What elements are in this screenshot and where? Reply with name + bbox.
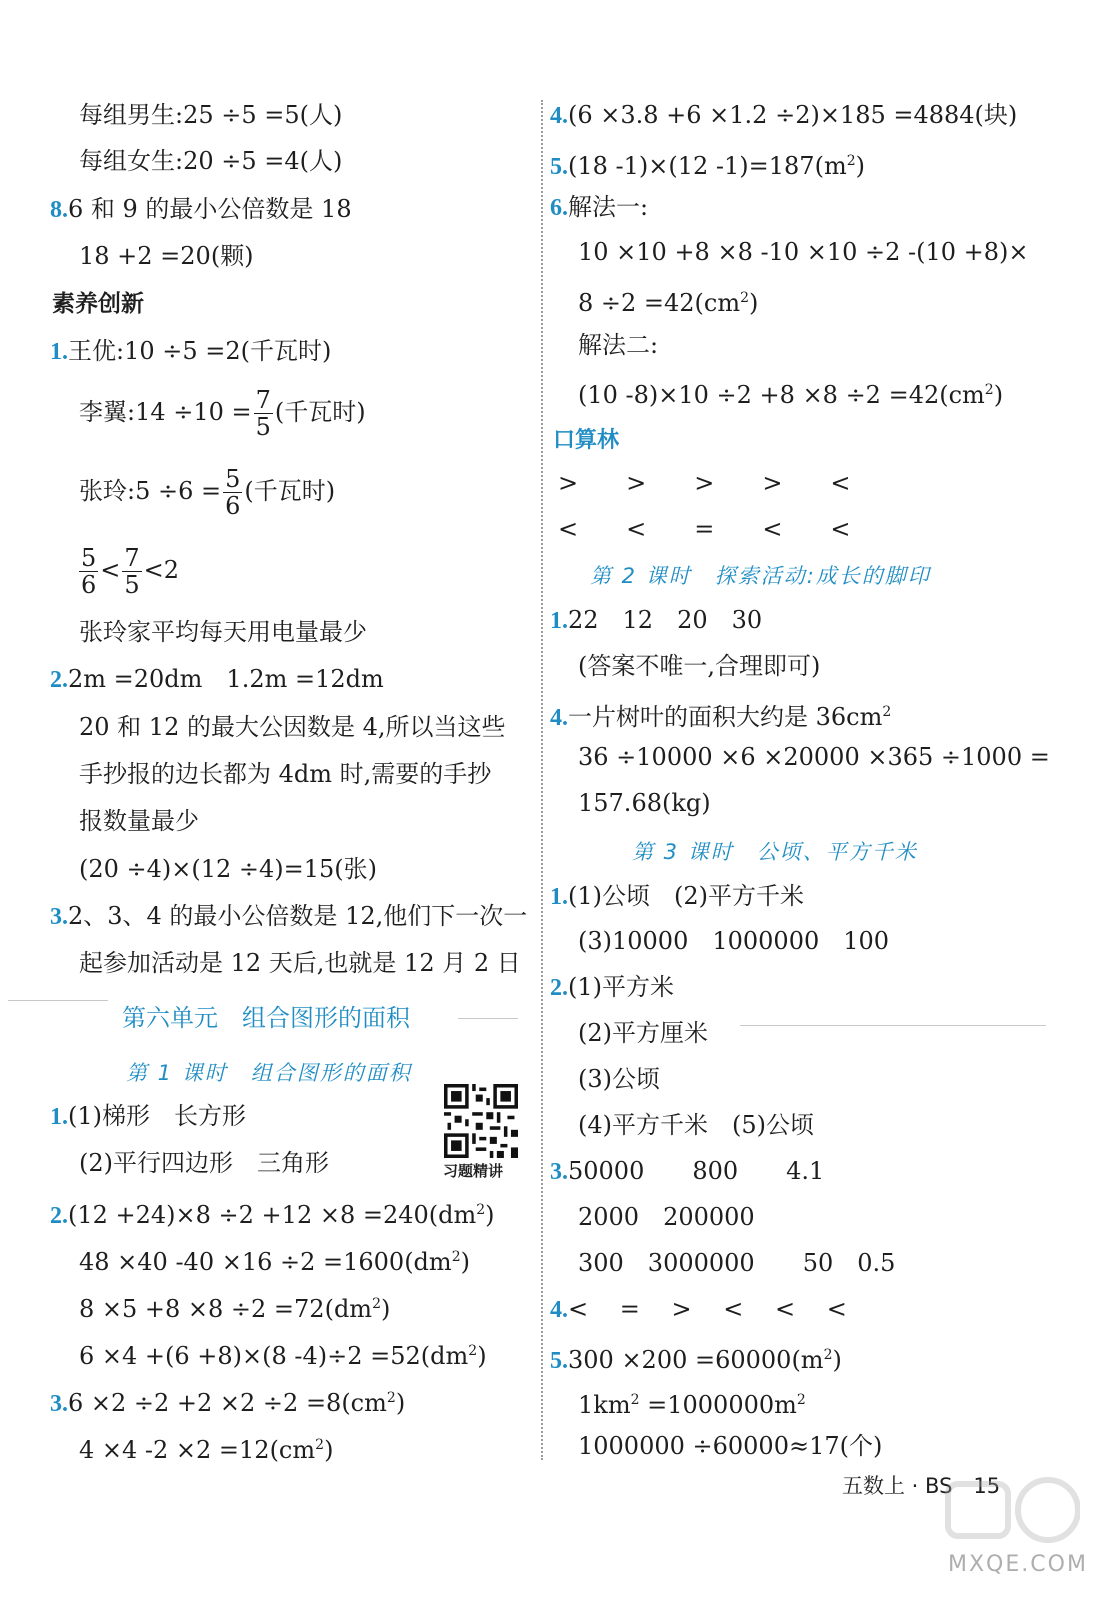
answer-line: 2000 200000 [578, 1203, 755, 1231]
question-s2 [50, 663, 384, 696]
question-c4 [550, 1293, 847, 1326]
question-number: 5. [550, 154, 568, 180]
answer-line: 157.68(kg) [578, 789, 711, 817]
answer-text: 1km [578, 1391, 631, 1419]
question-text: (1)平方米 [568, 973, 674, 1001]
answer-line [79, 1335, 487, 1372]
question-number: 2. [50, 1203, 68, 1229]
section-heading: 素养创新 [52, 291, 144, 317]
fraction-numerator: 7 [255, 386, 271, 414]
answer-text: 6 ×4 +(6 +8)×(8 -4)÷2 =52(dm [79, 1342, 469, 1370]
close-paren: ) [380, 1295, 391, 1323]
answer-text: 8 ÷2 =42(cm [578, 289, 741, 317]
fraction-denominator: 5 [124, 571, 140, 599]
answer-line [578, 374, 1003, 411]
less-than: < [100, 556, 121, 584]
superscript: 2 [882, 704, 892, 720]
line-zhangling [79, 463, 335, 519]
fraction-numerator: 7 [124, 544, 140, 572]
answer-line: 报数量最少 [79, 807, 199, 835]
question-text: (18 -1)×(12 -1)=187(m [568, 152, 847, 180]
question-text: 50000 800 4.1 [568, 1157, 825, 1185]
close-paren: ) [477, 1342, 487, 1370]
question-p1 [550, 604, 762, 637]
page-number: 15 [973, 1474, 1001, 1498]
answer-line: (3)10000 1000000 100 [578, 927, 890, 955]
fraction-denominator: 5 [255, 413, 271, 441]
line-comparison [77, 542, 179, 598]
lesson-title: 第 2 课时 探索活动:成长的脚印 [590, 564, 931, 588]
superscript: 2 [476, 1202, 486, 1218]
question-text: 解法一: [568, 193, 649, 221]
fraction-numerator: 5 [81, 544, 97, 572]
question-number: 5. [550, 1348, 568, 1374]
fraction-denominator: 6 [81, 571, 97, 599]
answer-line: 20 和 12 的最大公因数是 4,所以当这些 [79, 713, 506, 741]
answer-line: (4)平方千米 (5)公顷 [578, 1111, 814, 1139]
superscript: 2 [796, 1392, 806, 1408]
answer-line: 1000000 ÷60000≈17(个) [578, 1432, 883, 1460]
answer-line: 300 3000000 50 0.5 [578, 1249, 896, 1277]
line-boys-per-group: 每组男生:25 ÷5 =5(人) [79, 101, 343, 129]
question-text: 300 ×200 =60000(m [568, 1346, 824, 1374]
answer-line [578, 1384, 806, 1421]
question-8 [50, 193, 352, 226]
superscript: 2 [630, 1392, 640, 1408]
footer-label: 五数上 · BS [842, 1474, 953, 1498]
answer-line: (2)平方厘米 [578, 1019, 708, 1047]
line-liyi [79, 384, 366, 440]
unit-title: 第六单元 组合图形的面积 [122, 1004, 410, 1032]
answer-line: 手抄报的边长都为 4dm 时,需要的手抄 [79, 760, 492, 788]
answer-text: =1000000m [639, 1391, 797, 1419]
answer-line [79, 1429, 333, 1466]
qr-label: 习题精讲 [443, 1162, 504, 1180]
question-text: 2m =20dm 1.2m =12dm [68, 665, 384, 693]
question-c1 [550, 880, 804, 913]
question-number: 4. [550, 705, 568, 731]
question-number: 8. [50, 197, 68, 223]
unit-rule-left [8, 1000, 108, 1001]
question-number: 4. [550, 1297, 568, 1323]
superscript: 2 [468, 1343, 478, 1359]
superscript: 2 [386, 1390, 396, 1406]
answer-line [79, 1288, 390, 1325]
question-r4 [550, 99, 1017, 132]
line-girls-per-group: 每组女生:20 ÷5 =4(人) [79, 147, 343, 175]
close-paren: ) [485, 1201, 495, 1229]
question-number: 3. [50, 904, 68, 930]
close-paren: ) [749, 289, 759, 317]
close-paren: ) [832, 1346, 842, 1374]
column-divider [541, 100, 543, 1460]
answer-text: 48 ×40 -40 ×16 ÷2 =1600(dm [79, 1248, 452, 1276]
question-number: 1. [550, 608, 568, 634]
close-paren: ) [993, 381, 1004, 409]
close-paren: ) [395, 1389, 406, 1417]
question-u1 [50, 1100, 246, 1133]
superscript: 2 [372, 1296, 381, 1312]
question-number: 1. [50, 1104, 68, 1130]
answer-line: (2)平行四边形 三角形 [79, 1149, 329, 1177]
close-paren: ) [324, 1436, 334, 1464]
answer-line: (20 ÷4)×(12 ÷4)=15(张) [79, 855, 378, 883]
answer-line: 10 ×10 +8 ×8 -10 ×10 ÷2 -(10 +8)× [578, 238, 1029, 266]
question-text: < = > < < < [568, 1295, 847, 1323]
question-r5 [550, 145, 865, 183]
superscript: 2 [823, 1347, 833, 1363]
superscript: 2 [451, 1249, 461, 1265]
answer-line: 18 +2 =20(颗) [79, 242, 254, 270]
answer-text: 8 ×5 +8 ×8 ÷2 =72(dm [79, 1295, 373, 1323]
question-c3 [550, 1155, 824, 1188]
superscript: 2 [315, 1437, 325, 1453]
question-s3 [50, 900, 527, 933]
question-number: 3. [550, 1159, 568, 1185]
answer-line: (3)公顷 [578, 1065, 660, 1093]
question-p4 [550, 696, 891, 734]
fraction [223, 466, 242, 519]
question-number: 4. [550, 103, 568, 129]
question-number: 1. [50, 339, 68, 365]
close-paren: ) [460, 1248, 470, 1276]
fraction [79, 545, 98, 598]
question-text: 一片树叶的面积大约是 36cm [568, 703, 883, 731]
question-text: (12 +24)×8 ÷2 +12 ×8 =240(dm [68, 1201, 477, 1229]
rule-line [740, 1025, 1046, 1026]
question-text: (1)梯形 长方形 [68, 1102, 246, 1130]
question-number: 3. [50, 1391, 68, 1417]
question-text: 22 12 20 30 [568, 606, 763, 634]
question-text: 6 ×2 ÷2 +2 ×2 ÷2 =8(cm [68, 1389, 387, 1417]
superscript: 2 [846, 153, 856, 169]
unit-rule-right [458, 1018, 518, 1019]
answer-line: 解法二: [578, 331, 659, 359]
question-number: 2. [550, 975, 568, 1001]
watermark-text: MXQE.COM [948, 1552, 1088, 1577]
fraction [254, 387, 273, 440]
question-text: 王优:10 ÷5 =2(千瓦时) [68, 337, 332, 365]
fraction-numerator: 5 [225, 465, 241, 493]
answer-line: (答案不唯一,合理即可) [578, 652, 821, 680]
question-s1 [50, 335, 331, 368]
question-r6 [550, 191, 648, 224]
liyi-suffix: (千瓦时) [274, 398, 366, 426]
kousuan-heading: 口算林 [553, 428, 620, 453]
answer-text: (10 -8)×10 ÷2 +8 ×8 ÷2 =42(cm [578, 381, 985, 409]
lesson-title: 第 3 课时 公顷、平方千米 [632, 840, 918, 864]
answer-line: 36 ÷10000 ×6 ×20000 ×365 ÷1000 = [578, 743, 1050, 771]
close-paren: ) [855, 152, 865, 180]
answer-line: 起参加活动是 12 天后,也就是 12 月 2 日 [79, 949, 521, 977]
comparison-tail: <2 [143, 556, 180, 584]
conclusion: 张玲家平均每天用电量最少 [79, 618, 367, 646]
question-number: 2. [50, 667, 68, 693]
qr-code-icon[interactable] [444, 1084, 518, 1158]
zhang-suffix: (千瓦时) [244, 477, 336, 505]
lesson-title: 第 1 课时 组合图形的面积 [126, 1061, 412, 1085]
question-u2 [50, 1194, 495, 1232]
answer-text: 4 ×4 -2 ×2 =12(cm [79, 1436, 316, 1464]
question-c5 [550, 1339, 842, 1377]
kousuan-row: < < = < < [558, 515, 851, 543]
kousuan-row: > > > > < [558, 469, 851, 497]
zhang-prefix: 张玲:5 ÷6 = [79, 477, 222, 505]
fraction-denominator: 6 [225, 492, 241, 520]
answer-line [578, 282, 758, 319]
fraction [122, 545, 141, 598]
liyi-prefix: 李翼:14 ÷10 = [79, 398, 252, 426]
question-text: (6 ×3.8 +6 ×1.2 ÷2)×185 =4884(块) [568, 101, 1018, 129]
question-c2 [550, 971, 674, 1004]
question-text: 6 和 9 的最小公倍数是 18 [68, 195, 352, 223]
question-number: 1. [550, 884, 568, 910]
answer-line [79, 1241, 470, 1278]
question-number: 6. [550, 195, 568, 221]
question-u3 [50, 1382, 405, 1420]
superscript: 2 [984, 382, 994, 398]
question-text: 2、3、4 的最小公倍数是 12,他们下一次一 [68, 902, 528, 930]
superscript: 2 [740, 290, 750, 306]
question-text: (1)公顷 (2)平方千米 [568, 882, 804, 910]
